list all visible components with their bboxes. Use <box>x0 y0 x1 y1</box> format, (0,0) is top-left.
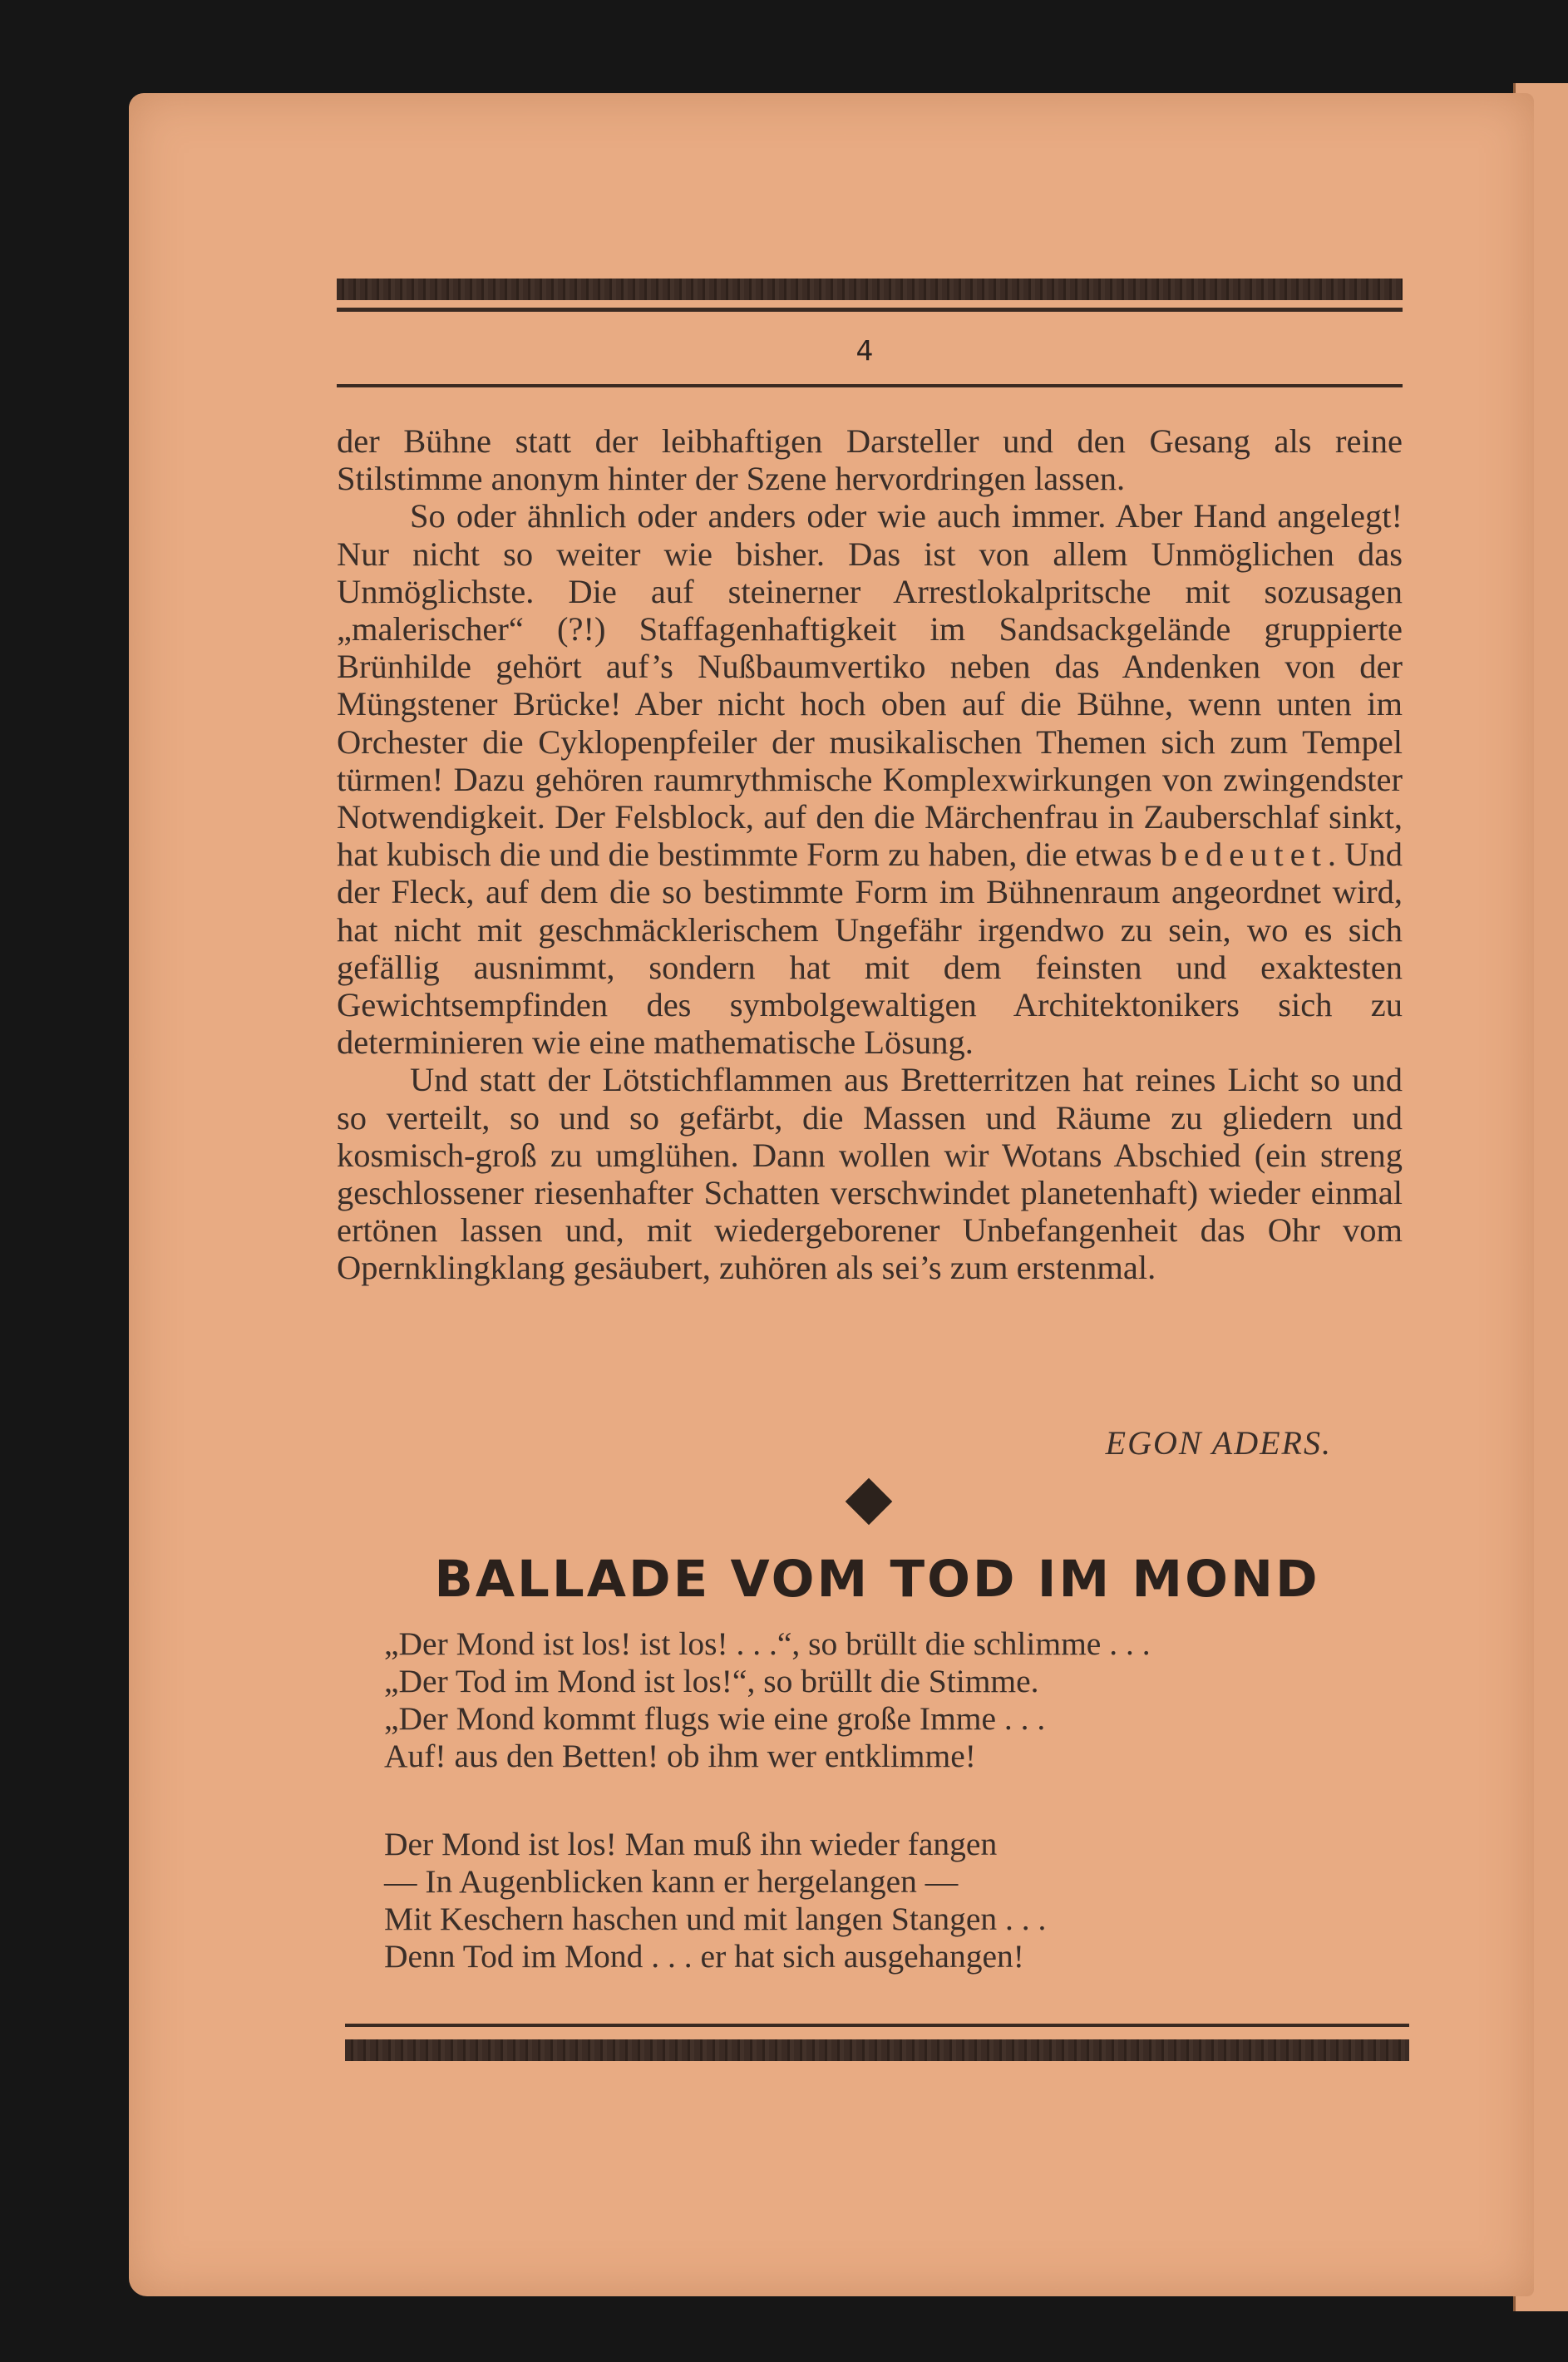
poem-title: BALLADE VOM TOD IM MOND <box>434 1550 1320 1609</box>
paragraph-2-start: So oder ähnlich oder anders oder wie auch immer. Aber Hand angelegt! Nur nicht so weiter wie bisher. Das ist von allem Unmöglichen das Unmöglichste. Die auf steinerner Arrestlokalpritsche mit sozusagen „malerischer“ (?!) Staffagenhaftigkeit im Sandsackgelände gruppierte Brünhilde gehört auf’s Nußbaumvertiko neben das Andenken von der Müngstener Brücke! Aber nicht hoch oben auf die Bühne, wenn unten im Orchester die Cyklopenpfeiler der musikalischen Themen sich zum Tempel türmen! Dazu gehören raumrythmische Komplexwirkungen von zwingendster Notwendigkeit. Der Felsblock, auf den die Märchenfrau in Zauberschlaf sinkt, hat kubisch die und die bestimmte Form zu haben, die etwas <box>337 497 1403 874</box>
header-thin-rule <box>337 308 1403 312</box>
paragraph-2 <box>337 497 1403 1061</box>
author-signature: EGON ADERS. <box>1105 1424 1332 1462</box>
header-bottom-rule <box>337 384 1403 387</box>
paragraph-3: Und statt der Lötstichflammen aus Bretterritzen hat reines Licht so und so verteilt, so und so gefärbt, die Massen und Räume zu gliedern und kosmisch-groß zu umglühen. Dann wollen wir Wotans Abschied (ein streng geschlossener riesenhafter Schatten verschwindet planetenhaft) wieder einmal ertönen lassen und, mit wiedergeborener Unbefangenheit das Ohr vom Opernklingklang gesäubert, zuhören als sei’s zum erstenmal. <box>337 1061 1403 1287</box>
emphasized-word: bedeutet <box>1160 836 1328 874</box>
poem-line: „Der Mond kommt flugs wie eine große Imme . . . <box>384 1700 1046 1737</box>
footer-thin-rule <box>345 2024 1409 2027</box>
poem-line: Denn Tod im Mond . . . er hat sich ausgehangen! <box>384 1938 1024 1975</box>
paragraph-1: der Bühne statt der leibhaftigen Darsteller und den Gesang als reine Stilstimme anonym hinter der Szene hervordringen lassen. <box>337 422 1403 498</box>
poem-line: Auf! aus den Betten! ob ihm wer entklimme! <box>384 1738 976 1774</box>
footer-ornament-rule <box>345 2039 1409 2061</box>
poem-stanza-2 <box>384 1826 1046 1975</box>
poem-line: Mit Keschern haschen und mit langen Stangen . . . <box>384 1901 1047 1937</box>
poem-stanza-1 <box>384 1625 1151 1775</box>
page-number: 4 <box>855 334 874 367</box>
poem-line: Der Mond ist los! Man muß ihn wieder fangen <box>384 1826 998 1862</box>
header-ornament-rule <box>337 279 1403 300</box>
article-body <box>337 422 1403 1287</box>
poem-line: „Der Tod im Mond ist los!“, so brüllt die Stimme. <box>384 1663 1039 1699</box>
poem-line: — In Augenblicken kann er hergelangen — <box>384 1863 959 1900</box>
poem-line: „Der Mond ist los! ist los! . . .“, so brüllt die schlimme . . . <box>384 1625 1151 1662</box>
paragraph-2-end: . Und der Fleck, auf dem die so bestimmte Form im Bühnenraum angeordnet wird, hat nicht mit geschmäcklerischem Ungefähr irgendwo zu sein, wo es sich gefällig ausnimmt, sondern hat mit dem feinsten und exaktesten Gewichtsempfinden des symbolgewaltigen Architektonikers sich zu determinieren wie eine mathematische Lösung. <box>337 836 1403 1062</box>
